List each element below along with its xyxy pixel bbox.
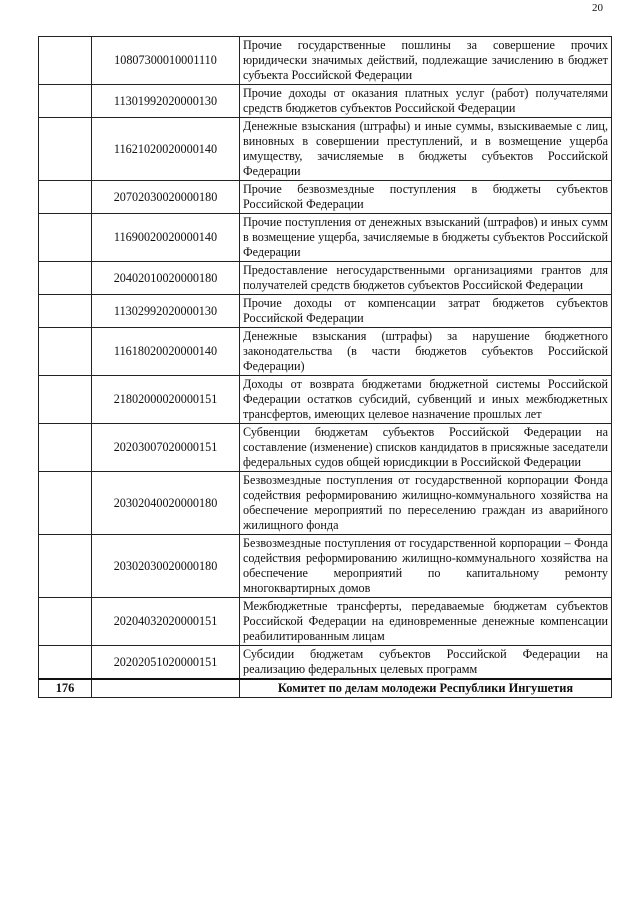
revenue-description: Безвозмездные поступления от государственной корпорации Фонда содействия реформированию жилищно-коммунального хозяйства на обеспечение мероприятий по переселению граждан из аварийного жилищного фонда [240, 472, 612, 535]
revenue-code: 20302040020000180 [92, 472, 240, 535]
footer-row [39, 679, 612, 698]
table-row [39, 214, 612, 262]
table-row [39, 646, 612, 680]
revenue-code: 20203007020000151 [92, 424, 240, 472]
revenue-description: Безвозмездные поступления от государственной корпорации – Фонда содействия реформированию жилищно-коммунального хозяйства на обеспечение мероприятий по капитальному ремонту многоквартирных домов [240, 535, 612, 598]
revenue-description: Предоставление негосударственными организациями грантов для получателей средств бюджетов субъектов Российской Федерации [240, 262, 612, 295]
department-name: Комитет по делам молодежи Республики Ингушетия [240, 679, 612, 698]
revenue-description: Прочие доходы от оказания платных услуг (работ) получателями средств бюджетов субъектов Российской Федерации [240, 85, 612, 118]
revenue-description: Субвенции бюджетам субъектов Российской Федерации на составление (изменение) списков кандидатов в присяжные заседатели федеральных судов общей юрисдикции в Российской Федерации [240, 424, 612, 472]
table-row [39, 85, 612, 118]
revenue-description: Прочие государственные пошлины за совершение прочих юридически значимых действий, подлежащие зачислению в бюджет субъекта Российской Федерации [240, 37, 612, 85]
revenue-description: Субсидии бюджетам субъектов Российской Федерации на реализацию федеральных целевых программ [240, 646, 612, 680]
table-row [39, 262, 612, 295]
revenue-codes-table [38, 36, 612, 698]
table-row [39, 472, 612, 535]
page-number: 20 [592, 2, 603, 14]
revenue-description: Прочие поступления от денежных взысканий (штрафов) и иных сумм в возмещение ущерба, зачисляемые в бюджеты субъектов Российской Федерации [240, 214, 612, 262]
table-row [39, 181, 612, 214]
revenue-code: 21802000020000151 [92, 376, 240, 424]
department-code: 176 [39, 679, 92, 698]
revenue-description: Доходы от возврата бюджетами бюджетной системы Российской Федерации остатков субсидий, субвенций и иных межбюджетных трансфертов, имеющих целевое назначение прошлых лет [240, 376, 612, 424]
revenue-description: Денежные взыскания (штрафы) за нарушение бюджетного законодательства (в части бюджетов субъектов Российской Федерации) [240, 328, 612, 376]
table-row [39, 328, 612, 376]
revenue-code: 11690020020000140 [92, 214, 240, 262]
table-row [39, 535, 612, 598]
table-row [39, 295, 612, 328]
revenue-code: 20202051020000151 [92, 646, 240, 680]
revenue-code: 20204032020000151 [92, 598, 240, 646]
revenue-code: 20302030020000180 [92, 535, 240, 598]
table-row [39, 376, 612, 424]
revenue-code: 11302992020000130 [92, 295, 240, 328]
table-row [39, 598, 612, 646]
table-row [39, 37, 612, 85]
revenue-description: Денежные взыскания (штрафы) и иные суммы, взыскиваемые с лиц, виновных в совершении преступлений, и в возмещение ущерба имуществу, зачисляемые в бюджеты субъектов Российской Федерации [240, 118, 612, 181]
revenue-code: 11618020020000140 [92, 328, 240, 376]
revenue-description: Прочие доходы от компенсации затрат бюджетов субъектов Российской Федерации [240, 295, 612, 328]
revenue-code: 20702030020000180 [92, 181, 240, 214]
revenue-code: 11301992020000130 [92, 85, 240, 118]
revenue-description: Межбюджетные трансферты, передаваемые бюджетам субъектов Российской Федерации на единовременные денежные компенсации реабилитированным лицам [240, 598, 612, 646]
revenue-description: Прочие безвозмездные поступления в бюджеты субъектов Российской Федерации [240, 181, 612, 214]
table-row [39, 424, 612, 472]
revenue-code: 11621020020000140 [92, 118, 240, 181]
revenue-code: 20402010020000180 [92, 262, 240, 295]
revenue-code: 10807300010001110 [92, 37, 240, 85]
table-row [39, 118, 612, 181]
